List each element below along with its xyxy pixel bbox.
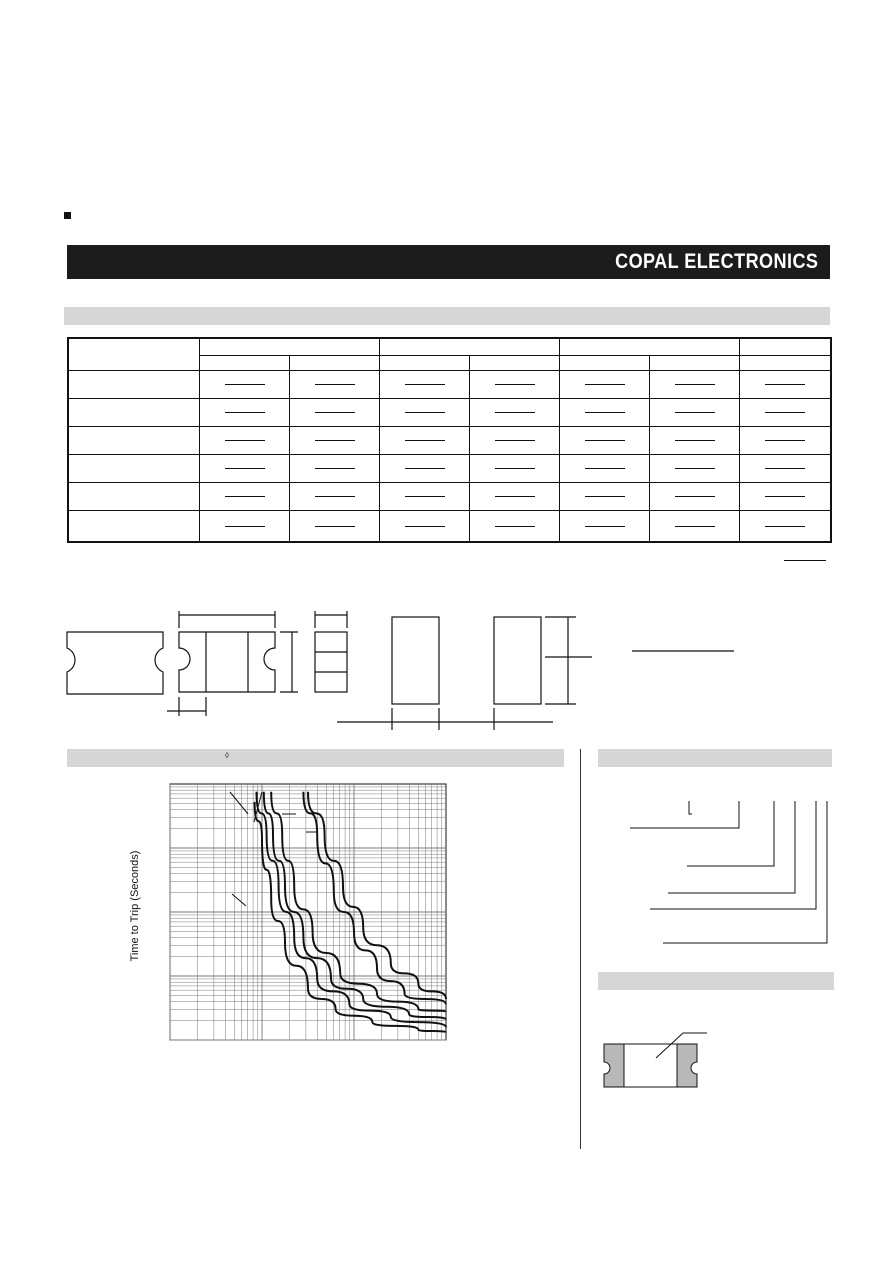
table-cell bbox=[200, 454, 290, 482]
table-cell bbox=[290, 370, 380, 398]
table-header-row bbox=[68, 338, 831, 355]
y-axis-label: Time to Trip (Seconds) bbox=[129, 850, 141, 962]
dash-mark bbox=[405, 468, 445, 469]
trip-curve-chart bbox=[170, 784, 446, 1040]
table-cell bbox=[470, 370, 560, 398]
dash-mark bbox=[675, 496, 715, 497]
table-cell bbox=[380, 370, 470, 398]
row-label-cell bbox=[68, 398, 200, 426]
table-cell bbox=[290, 398, 380, 426]
subheader-cell bbox=[290, 355, 380, 370]
dash-mark bbox=[675, 412, 715, 413]
dash-mark bbox=[495, 526, 535, 527]
table-cell bbox=[650, 482, 740, 510]
table-cell bbox=[380, 454, 470, 482]
table-cell bbox=[290, 510, 380, 542]
header-cell bbox=[560, 338, 740, 355]
dash-mark bbox=[675, 384, 715, 385]
dash-mark bbox=[495, 496, 535, 497]
table-cell bbox=[740, 510, 832, 542]
dash-mark bbox=[585, 384, 625, 385]
dash-mark bbox=[315, 468, 355, 469]
table-row bbox=[68, 482, 831, 510]
subheader-cell bbox=[380, 355, 470, 370]
dash-mark bbox=[765, 496, 805, 497]
table-cell bbox=[560, 370, 650, 398]
table-cell bbox=[200, 482, 290, 510]
trip-curve-series-1 bbox=[255, 802, 446, 1032]
dash-mark bbox=[495, 412, 535, 413]
subheader-cell bbox=[200, 355, 290, 370]
table-cell bbox=[560, 510, 650, 542]
table-cell bbox=[380, 398, 470, 426]
dash-mark bbox=[585, 440, 625, 441]
dash-mark bbox=[765, 440, 805, 441]
dash-mark bbox=[675, 468, 715, 469]
dash-mark bbox=[225, 468, 265, 469]
dash-mark bbox=[765, 468, 805, 469]
dash-mark bbox=[495, 384, 535, 385]
dash-mark bbox=[405, 384, 445, 385]
table-cell bbox=[380, 482, 470, 510]
row-label-cell bbox=[68, 482, 200, 510]
row-label-cell bbox=[68, 510, 200, 542]
header-cell bbox=[68, 338, 200, 370]
table-cell bbox=[560, 454, 650, 482]
table-cell bbox=[200, 398, 290, 426]
dash-mark bbox=[495, 468, 535, 469]
row-label-cell bbox=[68, 454, 200, 482]
table-row bbox=[68, 510, 831, 542]
dash-mark bbox=[405, 496, 445, 497]
subheader-cell bbox=[560, 355, 650, 370]
table-cell bbox=[740, 398, 832, 426]
dash-mark bbox=[765, 384, 805, 385]
dash-mark bbox=[765, 412, 805, 413]
specifications-header-bar bbox=[64, 307, 830, 325]
dash-mark bbox=[585, 468, 625, 469]
table-cell bbox=[650, 454, 740, 482]
table-cell bbox=[290, 454, 380, 482]
dash-mark bbox=[225, 526, 265, 527]
marking-header-bar bbox=[598, 972, 834, 990]
table-row bbox=[68, 426, 831, 454]
table-row bbox=[68, 370, 831, 398]
dash-mark bbox=[585, 496, 625, 497]
dash-mark bbox=[675, 526, 715, 527]
table-cell bbox=[290, 482, 380, 510]
trip-curve-series-2 bbox=[257, 792, 447, 1027]
part-top-view bbox=[179, 632, 275, 692]
table-cell bbox=[560, 426, 650, 454]
table-cell bbox=[470, 454, 560, 482]
trip-curve-header-bar bbox=[67, 749, 564, 767]
dash-mark bbox=[405, 412, 445, 413]
row-label-cell bbox=[68, 370, 200, 398]
dash-mark bbox=[585, 412, 625, 413]
table-cell bbox=[650, 398, 740, 426]
dash-mark bbox=[495, 440, 535, 441]
table-note-rule bbox=[784, 560, 826, 561]
degree-mark: ◊ bbox=[225, 751, 229, 760]
table-cell bbox=[470, 398, 560, 426]
table-cell bbox=[650, 370, 740, 398]
table-cell bbox=[470, 510, 560, 542]
table-cell bbox=[650, 426, 740, 454]
dash-mark bbox=[405, 440, 445, 441]
table-cell bbox=[380, 510, 470, 542]
table-cell bbox=[290, 426, 380, 454]
header-cell bbox=[380, 338, 560, 355]
table-cell bbox=[740, 370, 832, 398]
trip-curve-series-5 bbox=[303, 792, 446, 1005]
table-cell bbox=[650, 510, 740, 542]
dash-mark bbox=[315, 412, 355, 413]
dash-mark bbox=[225, 384, 265, 385]
table-cell bbox=[200, 510, 290, 542]
table-row bbox=[68, 398, 831, 426]
land-pad-left bbox=[392, 617, 439, 704]
table-cell bbox=[560, 398, 650, 426]
header-cell bbox=[740, 338, 832, 355]
table-cell bbox=[200, 370, 290, 398]
dash-mark bbox=[765, 526, 805, 527]
dash-mark bbox=[315, 526, 355, 527]
part-side-view bbox=[315, 632, 347, 692]
subheader-cell bbox=[470, 355, 560, 370]
dash-mark bbox=[315, 384, 355, 385]
table-cell bbox=[560, 482, 650, 510]
brand-bar bbox=[67, 245, 830, 279]
table-cell bbox=[380, 426, 470, 454]
section-bullet bbox=[64, 212, 71, 219]
dash-mark bbox=[225, 440, 265, 441]
subheader-cell bbox=[650, 355, 740, 370]
table-cell bbox=[740, 454, 832, 482]
dash-mark bbox=[315, 440, 355, 441]
dash-mark bbox=[585, 526, 625, 527]
table-cell bbox=[740, 426, 832, 454]
dash-mark bbox=[315, 496, 355, 497]
table-row bbox=[68, 454, 831, 482]
table-cell bbox=[470, 482, 560, 510]
brand-logo: COPAL ELECTRONICS bbox=[614, 250, 818, 273]
dash-mark bbox=[225, 412, 265, 413]
dash-mark bbox=[675, 440, 715, 441]
table-cell bbox=[200, 426, 290, 454]
dash-mark bbox=[225, 496, 265, 497]
specifications-table bbox=[67, 337, 832, 543]
table-cell bbox=[740, 482, 832, 510]
table-cell bbox=[470, 426, 560, 454]
column-divider bbox=[580, 749, 581, 1149]
land-pad-right bbox=[494, 617, 541, 704]
part-number-header-bar bbox=[598, 749, 832, 767]
subheader-cell bbox=[740, 355, 832, 370]
dash-mark bbox=[405, 526, 445, 527]
part-outline-left bbox=[67, 632, 163, 694]
row-label-cell bbox=[68, 426, 200, 454]
header-cell bbox=[200, 338, 380, 355]
